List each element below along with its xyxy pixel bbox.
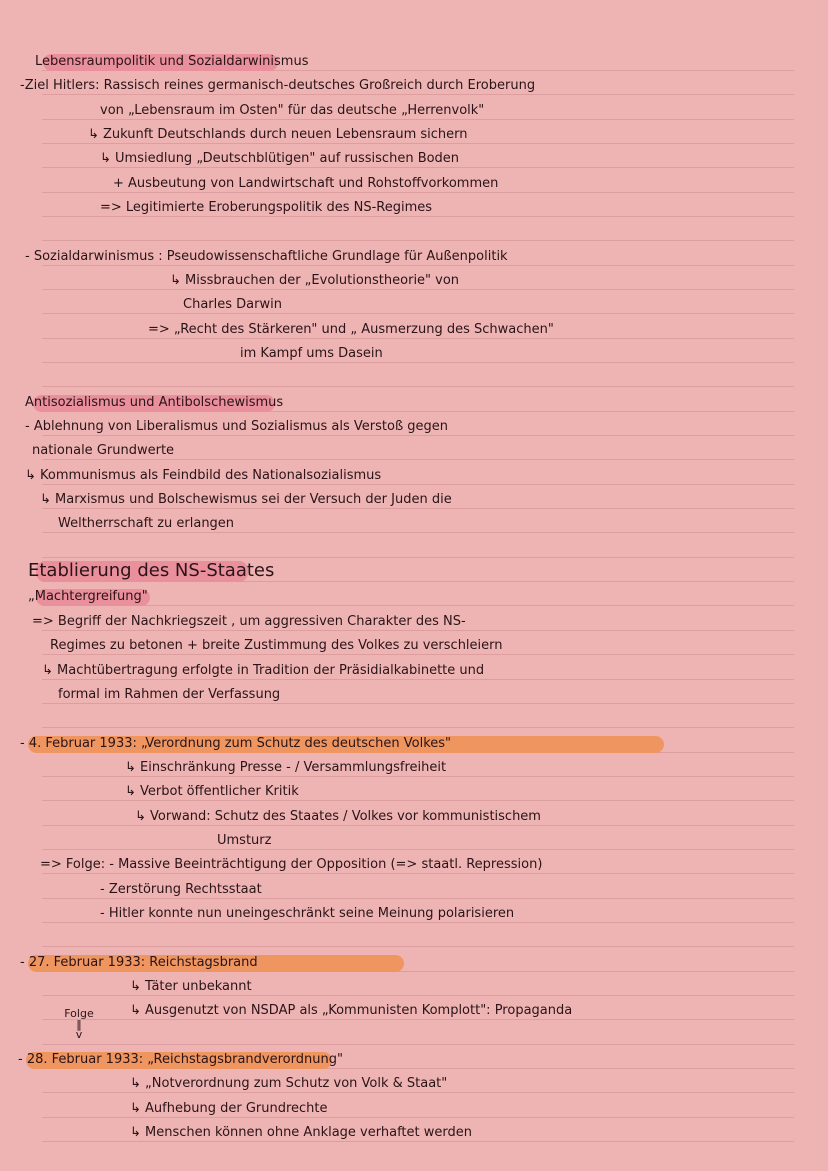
- note-line: ↳ Menschen können ohne Anklage verhaftet werden: [130, 1124, 472, 1140]
- note-line: ↳ Umsiedlung „Deutschblütigen" auf russischen Boden: [100, 151, 460, 167]
- ruled-line: [42, 313, 794, 314]
- note-line: - Zerstörung Rechtsstaat: [100, 881, 262, 897]
- note-line: formal im Rahmen der Verfassung: [58, 686, 281, 702]
- note-line: => „Recht des Stärkeren" und „ Ausmerzung des Schwachen": [148, 321, 554, 337]
- note-line: => Begriff der Nachkriegszeit , um aggressiven Charakter des NS-: [32, 613, 466, 629]
- note-line: ↳ Missbrauchen der „Evolutionstheorie" von: [170, 273, 460, 289]
- note-line: Charles Darwin: [183, 297, 282, 313]
- arrow-icon: ‖: [76, 1018, 82, 1031]
- note-line: ↳ „Notverordnung zum Schutz von Volk & Staat": [130, 1076, 448, 1092]
- note-line: + Ausbeutung von Landwirtschaft und Rohstoffvorkommen: [113, 175, 499, 191]
- note-line: => Folge: - Massive Beeinträchtigung der Opposition (=> staatl. Repression): [40, 857, 543, 873]
- folge-label: Folge: [64, 1007, 94, 1020]
- ruled-line: [42, 727, 794, 728]
- ruled-line: [42, 557, 794, 558]
- note-line: „Machtergreifung": [28, 589, 148, 605]
- note-line: nationale Grundwerte: [32, 443, 175, 459]
- section-heading: - 4. Februar 1933: „Verordnung zum Schutz des deutschen Volkes": [20, 735, 452, 751]
- ruled-line: [42, 1044, 794, 1045]
- note-line: Umsturz: [217, 832, 272, 848]
- section-heading: - 27. Februar 1933: Reichstagsbrand: [20, 954, 258, 970]
- note-line: - 28. Februar 1933: „Reichstagsbrandverordnung": [18, 1051, 343, 1067]
- folge-annotation: [64, 1008, 94, 1040]
- note-line: -Ziel Hitlers: Rassisch reines germanisch-deutsches Großreich durch Eroberung: [20, 78, 536, 94]
- note-line: - Sozialdarwinismus : Pseudowissenschaftliche Grundlage für Außenpolitik: [25, 248, 508, 264]
- ruled-line: [42, 605, 794, 606]
- note-line: => Legitimierte Eroberungspolitik des NS-Regimes: [100, 200, 433, 216]
- ruled-line: [42, 362, 794, 363]
- note-line: Regimes zu betonen + breite Zustimmung des Volkes zu verschleiern: [50, 638, 503, 654]
- note-line: ↳ Einschränkung Presse - / Versammlungsfreiheit: [125, 759, 447, 775]
- ruled-line: [42, 849, 794, 850]
- note-line: - Hitler konnte nun uneingeschränkt seine Meinung polarisieren: [100, 905, 515, 921]
- note-line: ↳ Vorwand: Schutz des Staates / Volkes vor kommunistischem: [135, 808, 541, 824]
- note-line: ↳ Aufhebung der Grundrechte: [130, 1100, 328, 1116]
- section-heading: Lebensraumpolitik und Sozialdarwinismus: [35, 54, 309, 69]
- note-line: ↳ Ausgenutzt von NSDAP als „Kommunisten Komplott": Propaganda: [130, 1003, 573, 1019]
- ruled-line: [42, 386, 794, 387]
- note-line: ↳ Verbot öffentlicher Kritik: [125, 784, 299, 800]
- note-line: im Kampf ums Dasein: [240, 346, 383, 362]
- note-line: ↳ Täter unbekannt: [130, 978, 252, 994]
- note-line: - Ablehnung von Liberalismus und Sozialismus als Verstoß gegen: [25, 419, 449, 435]
- note-line: von „Lebensraum im Osten" für das deutsche „Herrenvolk": [100, 102, 485, 118]
- section-heading: Etablierung des NS-Staates: [28, 560, 275, 582]
- note-line: ↳ Kommunismus als Feindbild des Nationalsozialismus: [25, 467, 382, 483]
- note-line: ↳ Machtübertragung erfolgte in Tradition der Präsidialkabinette und: [42, 662, 485, 678]
- note-line: ↳ Marxismus und Bolschewismus sei der Versuch der Juden die: [40, 492, 452, 508]
- arrow-tip-icon: v: [75, 1028, 83, 1041]
- note-line: ↳ Zukunft Deutschlands durch neuen Lebensraum sichern: [88, 127, 468, 143]
- ruled-line: [42, 240, 794, 241]
- ruled-line: [42, 946, 794, 947]
- note-line: Weltherrschaft zu erlangen: [58, 516, 235, 532]
- section-heading: Antisozialismus und Antibolschewismus: [25, 394, 284, 410]
